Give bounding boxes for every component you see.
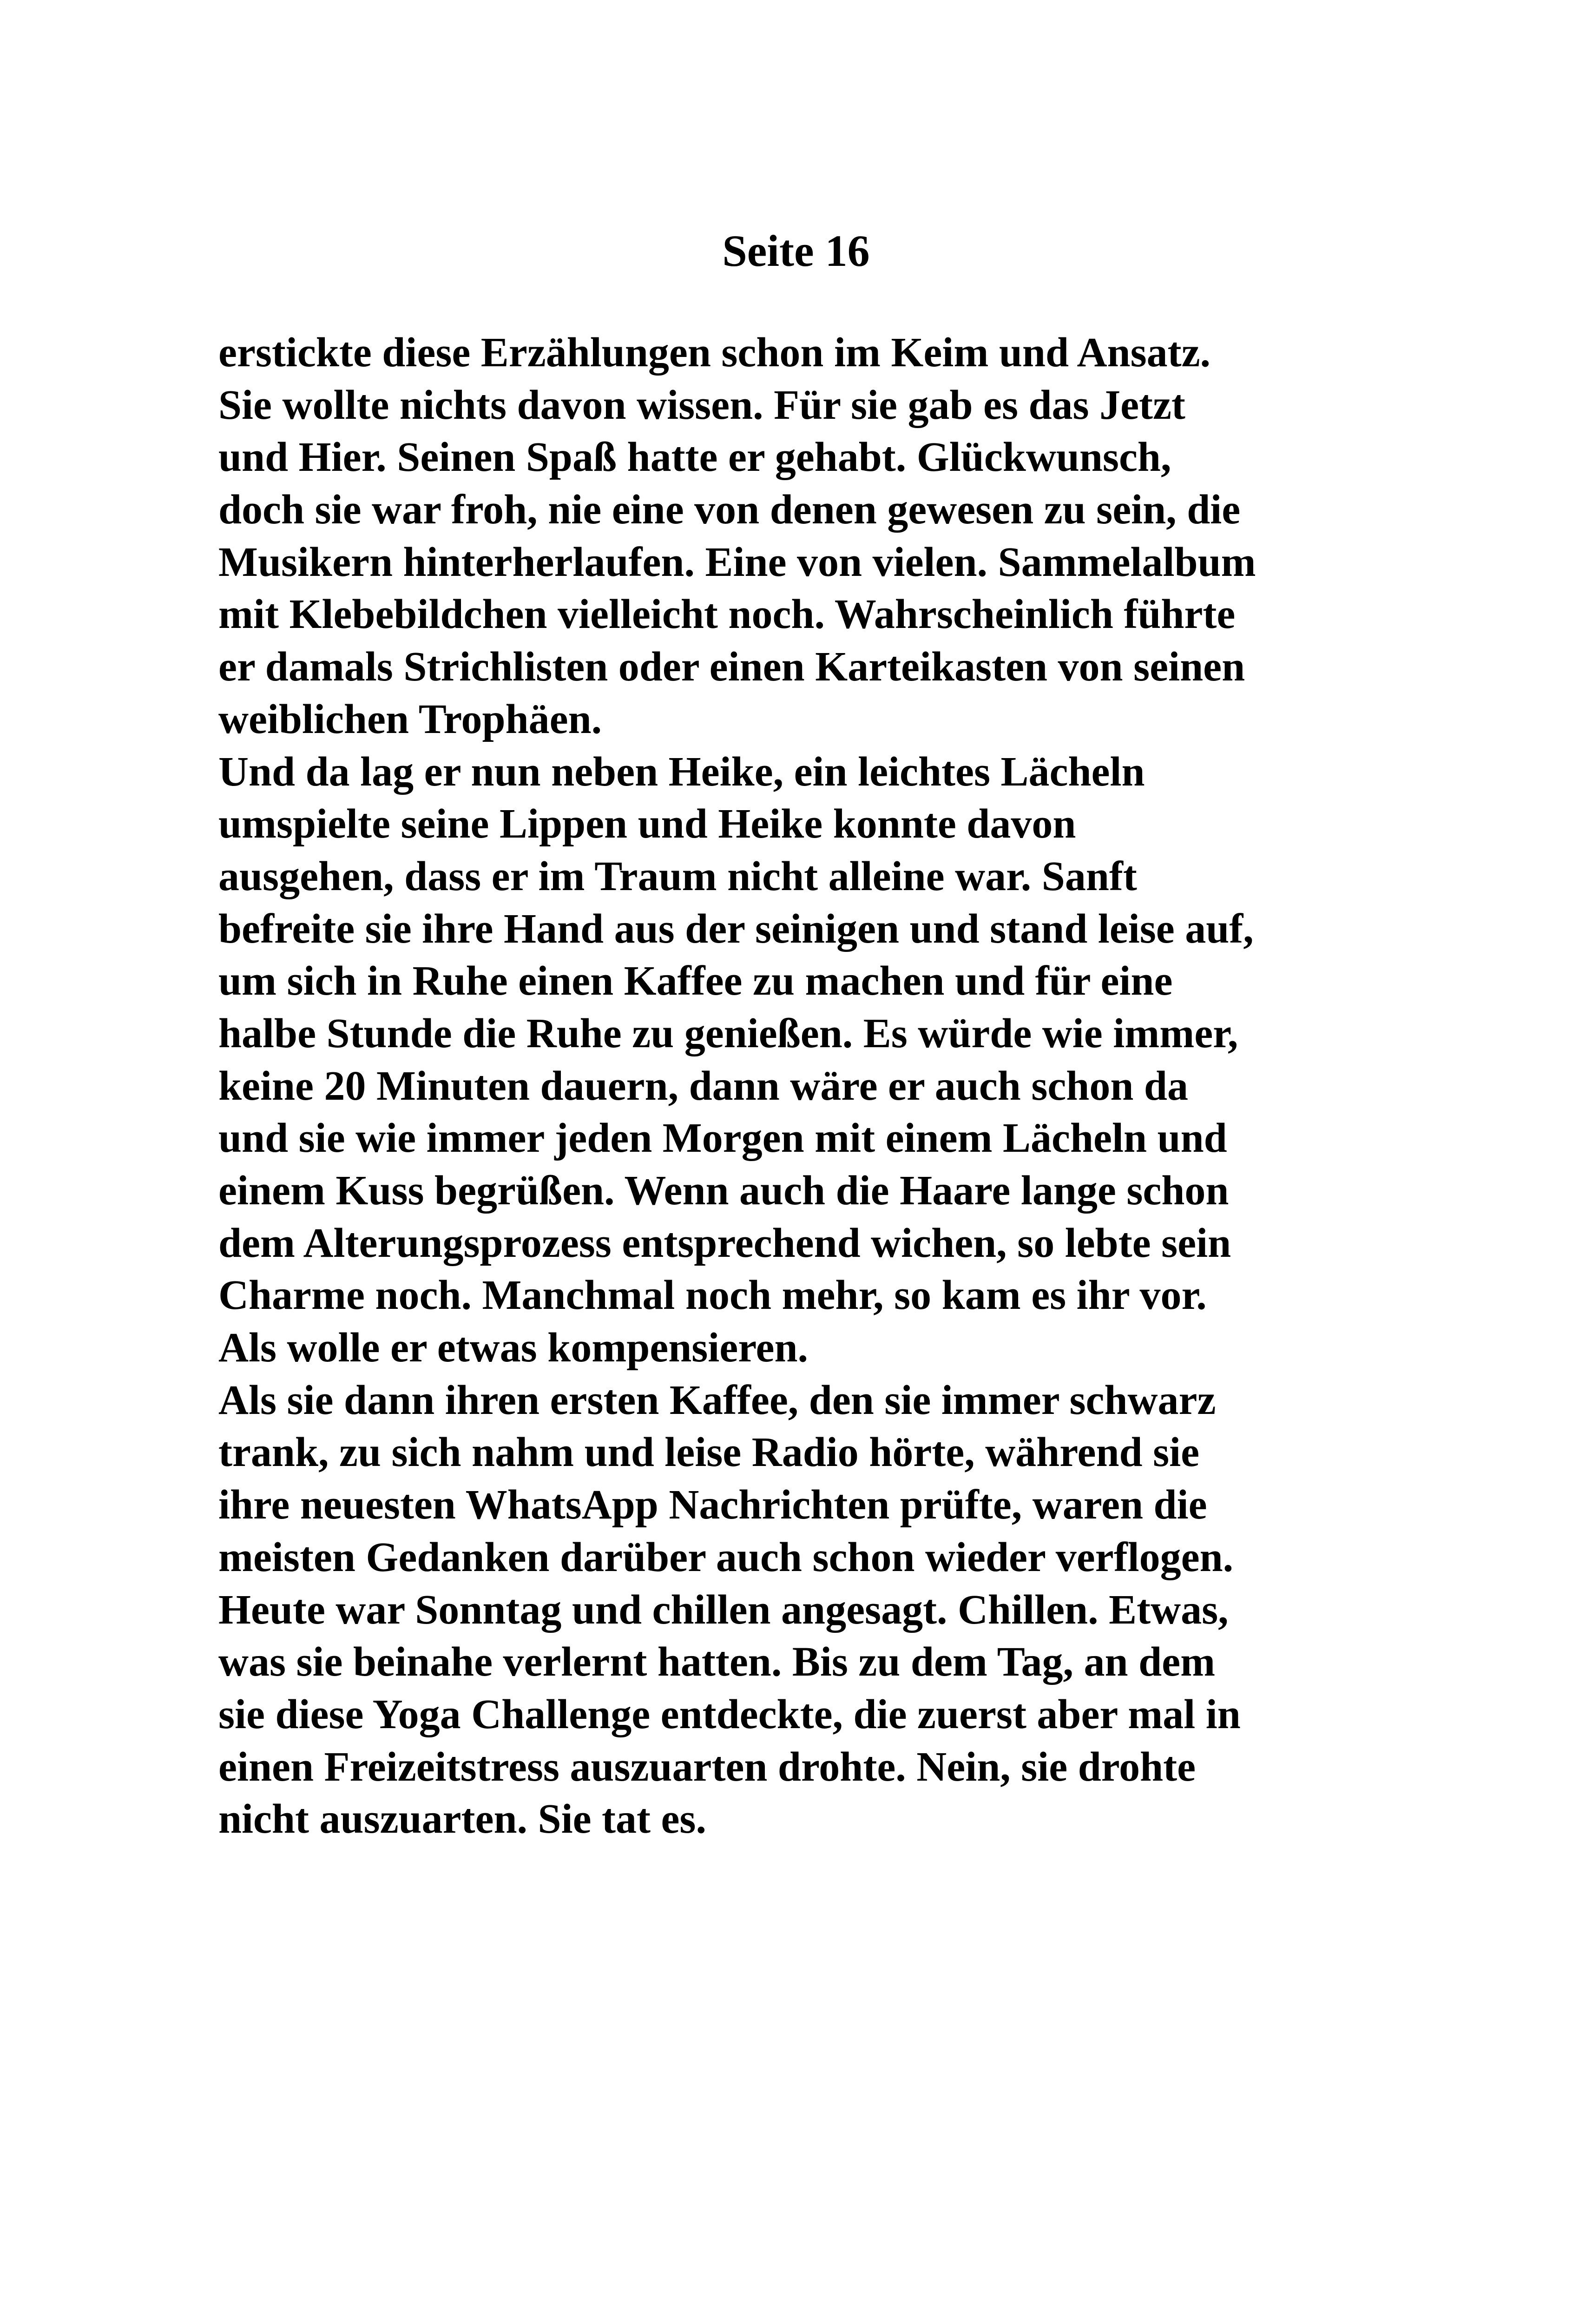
page-title: Seite 16 xyxy=(722,226,870,276)
text-line: Als sie dann ihren ersten Kaffee, den sie immer schwarz xyxy=(218,1377,1216,1423)
text-line: befreite sie ihre Hand aus der seinigen und stand leise auf, xyxy=(218,905,1254,952)
text-line: umspielte seine Lippen und Heike konnte davon xyxy=(218,801,1076,847)
text-line: ausgehen, dass er im Traum nicht alleine war. Sanft xyxy=(218,853,1137,899)
text-line: Heute war Sonntag und chillen angesagt. Chillen. Etwas, xyxy=(218,1586,1229,1633)
text-line: Charme noch. Manchmal noch mehr, so kam es ihr vor. xyxy=(218,1272,1207,1319)
text-line: erstickte diese Erzählungen schon im Keim und Ansatz. xyxy=(218,330,1211,376)
text-line: ihre neuesten WhatsApp Nachrichten prüfte, waren die xyxy=(218,1482,1207,1528)
text-line: dem Alterungsprozess entsprechend wichen, so lebte sein xyxy=(218,1220,1231,1266)
text-line: nicht auszuarten. Sie tat es. xyxy=(218,1796,706,1842)
text-line: was sie beinahe verlernt hatten. Bis zu dem Tag, an dem xyxy=(218,1639,1216,1685)
text-line: Musikern hinterherlaufen. Eine von vielen. Sammelalbum xyxy=(218,539,1256,585)
text-line: halbe Stunde die Ruhe zu genießen. Es würde wie immer, xyxy=(218,1010,1238,1056)
body-text xyxy=(218,327,1389,1846)
text-line: mit Klebebildchen vielleicht noch. Wahrscheinlich führte xyxy=(218,591,1236,638)
text-line: sie diese Yoga Challenge entdeckte, die zuerst aber mal in xyxy=(218,1691,1241,1737)
text-line: und sie wie immer jeden Morgen mit einem Lächeln und xyxy=(218,1115,1227,1162)
text-line: doch sie war froh, nie eine von denen gewesen zu sein, die xyxy=(218,487,1241,533)
text-line: meisten Gedanken darüber auch schon wieder verflogen. xyxy=(218,1534,1234,1580)
text-line: weiblichen Trophäen. xyxy=(218,696,602,742)
text-line: Und da lag er nun neben Heike, ein leichtes Lächeln xyxy=(218,748,1145,795)
text-line: keine 20 Minuten dauern, dann wäre er auch schon da xyxy=(218,1063,1188,1109)
text-line: Sie wollte nichts davon wissen. Für sie gab es das Jetzt xyxy=(218,382,1185,428)
text-line: um sich in Ruhe einen Kaffee zu machen und für eine xyxy=(218,958,1173,1004)
text-line: einem Kuss begrüßen. Wenn auch die Haare lange schon xyxy=(218,1168,1229,1214)
text-line: und Hier. Seinen Spaß hatte er gehabt. Glückwunsch, xyxy=(218,434,1171,481)
text-line: er damals Strichlisten oder einen Karteikasten von seinen xyxy=(218,644,1245,690)
text-line: Als wolle er etwas kompensieren. xyxy=(218,1325,809,1371)
text-line: trank, zu sich nahm und leise Radio hörte, während sie xyxy=(218,1429,1200,1476)
text-line: einen Freizeitstress auszuarten drohte. Nein, sie drohte xyxy=(218,1743,1196,1790)
